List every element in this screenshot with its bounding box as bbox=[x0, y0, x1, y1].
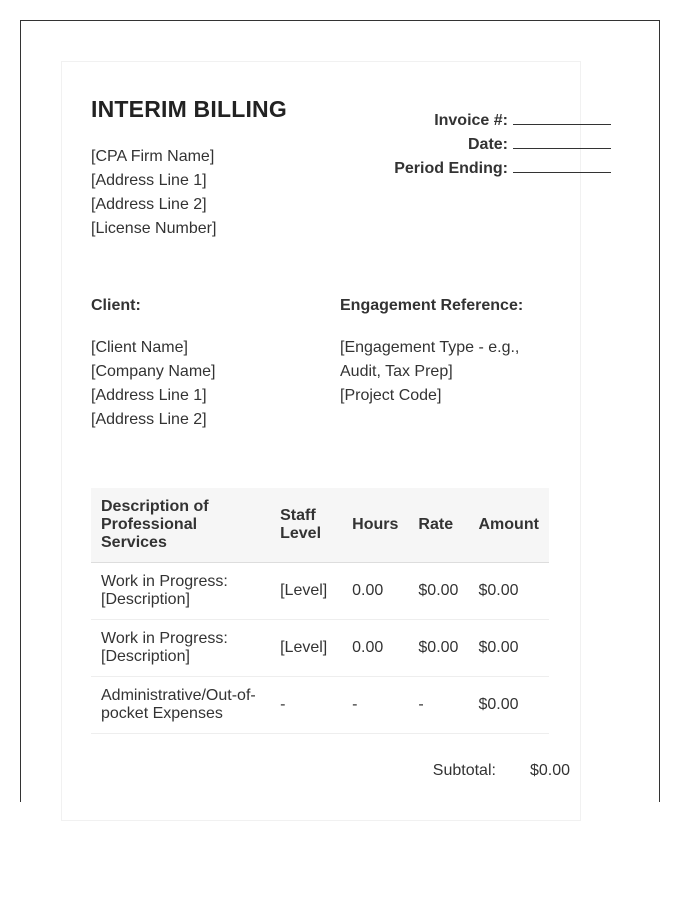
firm-info bbox=[91, 145, 216, 241]
invoice-number-row bbox=[394, 109, 611, 133]
table-row bbox=[91, 620, 549, 677]
row-hours: - bbox=[342, 677, 408, 734]
firm-address-line-1: [Address Line 1] bbox=[91, 172, 207, 189]
client-info bbox=[91, 336, 216, 432]
engagement-type-line-2: Audit, Tax Prep] bbox=[340, 363, 453, 380]
invoice-number-label: Invoice #: bbox=[434, 112, 508, 129]
row-amount: $0.00 bbox=[468, 620, 549, 677]
client-name: [Client Name] bbox=[91, 339, 188, 356]
client-heading: Client: bbox=[91, 297, 141, 314]
services-table bbox=[91, 488, 549, 734]
firm-license-number: [License Number] bbox=[91, 220, 217, 237]
column-header-amount: Amount bbox=[468, 488, 549, 563]
column-header-description: Description of Professional Services bbox=[91, 488, 270, 563]
row-amount: $0.00 bbox=[468, 677, 549, 734]
firm-address-line-2: [Address Line 2] bbox=[91, 196, 207, 213]
period-ending-row bbox=[394, 157, 611, 181]
column-header-rate: Rate bbox=[408, 488, 468, 563]
engagement-heading: Engagement Reference: bbox=[340, 297, 524, 314]
column-header-staff-level: Staff Level bbox=[270, 488, 342, 563]
row-description: Work in Progress: [Description] bbox=[91, 563, 270, 620]
row-hours: 0.00 bbox=[342, 620, 408, 677]
invoice-meta bbox=[394, 109, 611, 181]
firm-name: [CPA Firm Name] bbox=[91, 148, 215, 165]
row-amount: $0.00 bbox=[468, 563, 549, 620]
engagement-info bbox=[340, 336, 519, 408]
invoice-title: INTERIM BILLING bbox=[91, 96, 287, 122]
row-rate: $0.00 bbox=[408, 620, 468, 677]
date-blank[interactable] bbox=[513, 133, 611, 149]
period-ending-label: Period Ending: bbox=[394, 160, 508, 177]
subtotal-row bbox=[433, 762, 570, 780]
date-row bbox=[394, 133, 611, 157]
row-hours: 0.00 bbox=[342, 563, 408, 620]
client-address-line-1: [Address Line 1] bbox=[91, 387, 207, 404]
period-ending-blank[interactable] bbox=[513, 157, 611, 173]
row-rate: - bbox=[408, 677, 468, 734]
date-label: Date: bbox=[467, 136, 508, 153]
subtotal-value: $0.00 bbox=[529, 762, 570, 779]
row-staff-level: [Level] bbox=[270, 563, 342, 620]
subtotal-label: Subtotal: bbox=[432, 762, 496, 779]
row-description: Administrative/Out-of-pocket Expenses bbox=[91, 677, 270, 734]
engagement-type-line-1: [Engagement Type - e.g., bbox=[340, 339, 520, 356]
project-code: [Project Code] bbox=[340, 387, 442, 404]
client-address-line-2: [Address Line 2] bbox=[91, 411, 207, 428]
client-company-name: [Company Name] bbox=[91, 363, 216, 380]
table-header-row bbox=[91, 488, 549, 563]
row-staff-level: - bbox=[270, 677, 342, 734]
table-row bbox=[91, 563, 549, 620]
invoice-number-blank[interactable] bbox=[513, 109, 611, 125]
column-header-hours: Hours bbox=[342, 488, 408, 563]
table-row bbox=[91, 677, 549, 734]
row-rate: $0.00 bbox=[408, 563, 468, 620]
row-description: Work in Progress: [Description] bbox=[91, 620, 270, 677]
row-staff-level: [Level] bbox=[270, 620, 342, 677]
